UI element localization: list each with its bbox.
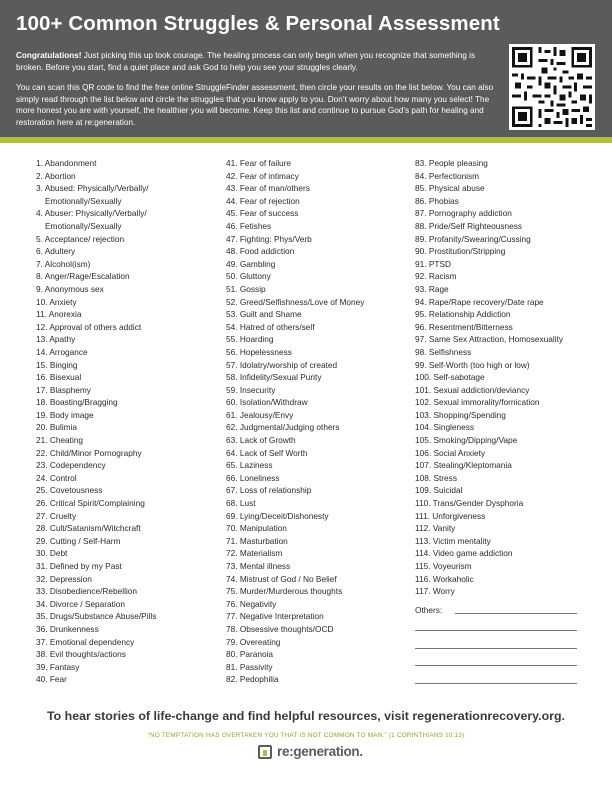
logo-wordmark: re:generation. — [277, 744, 363, 759]
struggle-item-label: 50. Gluttony — [226, 271, 271, 282]
struggle-item[interactable] — [415, 535, 600, 548]
struggle-item[interactable] — [36, 270, 221, 283]
struggle-item[interactable] — [226, 472, 411, 485]
struggle-item-label: 106. Social Anxiety — [415, 447, 486, 458]
struggle-item[interactable] — [226, 648, 411, 661]
struggle-item[interactable] — [226, 333, 411, 346]
struggle-item[interactable] — [226, 661, 411, 674]
struggle-item-label: 107. Stealing/Kleptomania — [415, 460, 512, 471]
struggle-item[interactable] — [36, 207, 221, 232]
intro-paragraph-2: You can scan this QR code to find the free online StruggleFinder assessment, then circle your results on the list below. You can also simply read through the list below and circle the struggles that you know apply to you. Don’t worry about how many you select! The more honest you are with yourself, the healthier you will become. Keep this list and continue to pursue God’s path for healing and restoration here at re:generation. — [16, 83, 494, 127]
struggle-item[interactable] — [415, 585, 600, 598]
struggle-item[interactable] — [415, 346, 600, 359]
struggle-item[interactable] — [415, 321, 600, 334]
struggle-item[interactable] — [226, 573, 411, 586]
struggle-item-label: 19. Body image — [36, 409, 94, 420]
struggle-item-label: 61. Jealousy/Envy — [226, 409, 294, 420]
footer-verse: “NO TEMPTATION HAS OVERTAKEN YOU THAT IS NOT COMMON TO MAN.” (1 CORINTHIANS 10:13) — [147, 732, 465, 739]
struggle-item[interactable] — [226, 447, 411, 460]
struggle-item-label: 8. Anger/Rage/Escalation — [36, 271, 130, 282]
struggle-item-label: 75. Murder/Murderous thoughts — [226, 586, 343, 597]
struggle-item-label: 82. Pedophilia — [226, 674, 279, 685]
struggle-item[interactable] — [36, 321, 221, 334]
struggle-item[interactable] — [226, 636, 411, 649]
struggle-item[interactable] — [36, 610, 221, 623]
struggle-item[interactable] — [415, 233, 600, 246]
struggle-item-label: 12. Approval of others addict — [36, 321, 142, 332]
struggle-item-label: 69. Lying/Deceit/Dishonesty — [226, 510, 329, 521]
struggle-item-label: 86. Phobias — [415, 195, 459, 206]
struggle-item[interactable] — [415, 510, 600, 523]
struggle-item[interactable] — [415, 409, 600, 422]
struggle-item-label: 93. Rage — [415, 283, 449, 294]
struggle-item-label: 97. Same Sex Attraction, Homosexuality — [415, 334, 564, 345]
struggle-item-label: 1. Abandonment — [36, 158, 97, 168]
struggle-item-label: 34. Divorce / Separation — [36, 598, 126, 609]
struggle-item[interactable] — [226, 359, 411, 372]
qr-code-icon[interactable] — [509, 44, 595, 130]
struggle-item-label: 46. Fetishes — [226, 220, 272, 231]
struggle-item-label: 78. Obsessive thoughts/OCD — [226, 623, 334, 634]
struggle-item[interactable] — [36, 560, 221, 573]
struggle-item[interactable] — [36, 510, 221, 523]
struggle-item-label: 74. Mistrust of God / No Belief — [226, 573, 337, 584]
others-write-line[interactable] — [455, 613, 577, 614]
struggle-item[interactable] — [226, 321, 411, 334]
struggle-item[interactable] — [415, 283, 600, 296]
struggle-item-label: 105. Smoking/Dipping/Vape — [415, 435, 518, 446]
struggle-item-label: 87. Pornography addiction — [415, 208, 512, 219]
struggle-item-label: 114. Video game addiction — [415, 548, 513, 559]
struggle-item-label: 85. Physical abuse — [415, 183, 485, 194]
struggle-item[interactable] — [36, 170, 221, 183]
struggle-item-label: 20. Bulimia — [36, 422, 78, 433]
struggle-item[interactable] — [36, 421, 221, 434]
struggle-item[interactable] — [415, 472, 600, 485]
struggle-item[interactable] — [226, 585, 411, 598]
struggle-item-label: 6. Adultery — [36, 246, 76, 257]
struggle-item-label: 90. Prostitution/Stripping — [415, 246, 506, 257]
others-write-line[interactable] — [415, 665, 577, 666]
struggle-item[interactable] — [36, 447, 221, 460]
struggle-item[interactable] — [36, 484, 221, 497]
struggle-item[interactable] — [415, 207, 600, 220]
struggle-item-label: 62. Judgmental/Judging others — [226, 422, 340, 433]
struggle-item[interactable] — [415, 270, 600, 283]
struggle-item-label: 113. Victim mentality — [415, 535, 491, 546]
struggle-item-label: 81. Passivity — [226, 661, 273, 672]
struggle-item-label: 88. Pride/Self Righteousness — [415, 220, 523, 231]
struggle-item-label: 23. Codependency — [36, 460, 106, 471]
struggle-item-label: 14. Arrogance — [36, 346, 88, 357]
struggle-item[interactable] — [415, 170, 600, 183]
struggle-item[interactable] — [36, 258, 221, 271]
struggle-item-label: 38. Evil thoughts/actions — [36, 649, 126, 660]
struggle-item[interactable] — [226, 535, 411, 548]
struggle-item-label: 16. Bisexual — [36, 372, 82, 383]
regeneration-logo-icon — [258, 745, 272, 759]
struggle-item[interactable] — [226, 396, 411, 409]
struggle-item[interactable] — [226, 207, 411, 220]
struggle-item-label: 116. Workaholic — [415, 573, 474, 584]
struggle-item-label: 3. Abused: Physically/Verbally/ — [36, 183, 149, 194]
struggle-item-label: 53. Guilt and Shame — [226, 309, 302, 320]
struggle-item-label: 4. Abuser: Physically/Verbally/ — [36, 208, 147, 219]
struggle-item-label: 94. Rape/Rape recovery/Date rape — [415, 296, 544, 307]
struggle-item-label: 36. Drunkenness — [36, 623, 99, 634]
struggle-item-label: 91. PTSD — [415, 258, 451, 269]
struggle-item-label: 42. Fear of intimacy — [226, 170, 299, 181]
struggle-item[interactable] — [415, 459, 600, 472]
struggle-item[interactable] — [36, 245, 221, 258]
struggle-item[interactable] — [36, 623, 221, 636]
struggle-item[interactable] — [226, 283, 411, 296]
others-write-line[interactable] — [415, 683, 577, 684]
struggle-item[interactable] — [36, 497, 221, 510]
struggle-item[interactable] — [415, 484, 600, 497]
struggle-item-label: 49. Gambling — [226, 258, 276, 269]
struggle-item-label: 66. Loneliness — [226, 472, 280, 483]
struggle-item-label: 103. Shopping/Spending — [415, 409, 506, 420]
struggle-item-label: 84. Perfectionism — [415, 170, 480, 181]
struggle-item-label: 59. Insecurity — [226, 384, 276, 395]
struggle-item-label: 26. Critical Spirit/Complaining — [36, 498, 145, 509]
struggle-item-label: 102. Sexual immorality/fornication — [415, 397, 540, 408]
struggle-item-label: 70. Manipulation — [226, 523, 287, 534]
struggle-item[interactable] — [36, 296, 221, 309]
struggle-item[interactable] — [415, 245, 600, 258]
struggle-item-label: 110. Trans/Gender Dysphoria — [415, 498, 524, 509]
struggle-item[interactable] — [36, 182, 221, 207]
struggle-item[interactable] — [226, 497, 411, 510]
struggle-item[interactable] — [36, 308, 221, 321]
struggle-item-label: 22. Child/Minor Pornography — [36, 447, 142, 458]
struggle-item[interactable] — [36, 648, 221, 661]
struggle-item[interactable] — [415, 371, 600, 384]
struggle-item[interactable] — [226, 421, 411, 434]
struggle-item-label: 60. Isolation/Withdraw — [226, 397, 308, 408]
struggle-item[interactable] — [415, 220, 600, 233]
struggle-item[interactable] — [226, 195, 411, 208]
struggle-item-label: 101. Sexual addiction/deviancy — [415, 384, 530, 395]
struggle-item-label: 65. Laziness — [226, 460, 273, 471]
struggle-item-label: 64. Lack of Self Worth — [226, 447, 308, 458]
struggle-item-label: 77. Negative Interpretation — [226, 611, 324, 622]
struggle-item[interactable] — [36, 459, 221, 472]
struggle-item-label: 43. Fear of man/others — [226, 183, 310, 194]
struggle-item[interactable] — [226, 308, 411, 321]
struggle-item-label: 92. Racism — [415, 271, 457, 282]
struggle-item[interactable] — [415, 333, 600, 346]
struggle-item[interactable] — [36, 573, 221, 586]
struggle-item[interactable] — [415, 157, 600, 170]
struggle-item-label-continued: Emotionally/Sexually — [45, 195, 122, 206]
struggle-item-label: 99. Self-Worth (too high or low) — [415, 359, 530, 370]
struggle-item[interactable] — [226, 459, 411, 472]
struggle-item-label: 45. Fear of success — [226, 208, 299, 219]
struggle-item[interactable] — [226, 409, 411, 422]
struggle-item[interactable] — [36, 157, 221, 170]
struggle-item-label: 31. Defined by my Past — [36, 561, 122, 571]
others-write-line[interactable] — [415, 648, 577, 649]
struggle-item-label: 72. Materialism — [226, 548, 283, 559]
struggle-column-3 — [415, 157, 600, 598]
struggle-item[interactable] — [226, 220, 411, 233]
struggle-item-label: 95. Relationship Addiction — [415, 309, 511, 320]
struggle-item-label: 89. Profanity/Swearing/Cussing — [415, 233, 531, 244]
struggle-item-label: 115. Voyeurism — [415, 561, 472, 571]
struggle-item-label: 67. Loss of relationship — [226, 485, 312, 496]
struggle-item-label: 39. Fantasy — [36, 661, 80, 672]
struggle-item-label: 58. Infidelity/Sexual Purity — [226, 372, 322, 383]
struggle-item-label: 18. Boasting/Bragging — [36, 397, 118, 408]
struggle-item-label: 11. Anorexia — [36, 309, 82, 320]
struggle-item[interactable] — [415, 522, 600, 535]
struggle-item-label: 28. Cult/Satanism/Witchcraft — [36, 523, 141, 534]
struggle-item-label: 25. Covetousness — [36, 485, 103, 496]
struggle-item-label: 40. Fear — [36, 674, 67, 685]
struggle-item-label: 109. Suicidal — [415, 485, 463, 496]
struggle-item[interactable] — [415, 421, 600, 434]
struggle-item-label: 54. Hatred of others/self — [226, 321, 315, 332]
struggle-item[interactable] — [226, 560, 411, 573]
struggle-item-label-continued: Emotionally/Sexually — [45, 220, 122, 231]
struggle-item[interactable] — [36, 535, 221, 548]
struggle-item[interactable] — [415, 182, 600, 195]
struggle-item-label: 76. Negativity — [226, 598, 277, 609]
struggle-item-label: 32. Depression — [36, 573, 92, 584]
accent-divider — [0, 137, 612, 143]
struggle-item[interactable] — [415, 258, 600, 271]
struggle-item[interactable] — [36, 434, 221, 447]
struggle-item-label: 108. Stress — [415, 472, 457, 483]
struggle-item-label: 57. Idolatry/worship of created — [226, 359, 338, 370]
struggle-item[interactable] — [36, 233, 221, 246]
struggle-item[interactable] — [415, 547, 600, 560]
struggle-item[interactable] — [226, 170, 411, 183]
struggle-item[interactable] — [36, 522, 221, 535]
struggle-item[interactable] — [226, 547, 411, 560]
struggle-item[interactable] — [36, 636, 221, 649]
struggle-item-label: 111. Unforgiveness — [415, 510, 486, 521]
struggle-item[interactable] — [226, 384, 411, 397]
struggle-item[interactable] — [36, 598, 221, 611]
struggle-item[interactable] — [36, 359, 221, 372]
struggle-item[interactable] — [415, 396, 600, 409]
struggle-item[interactable] — [36, 333, 221, 346]
struggle-column-1 — [36, 157, 221, 686]
struggle-item[interactable] — [36, 384, 221, 397]
struggle-item-label: 44. Fear of rejection — [226, 195, 300, 206]
struggle-item-label: 51. Gossip — [226, 283, 266, 294]
struggle-item-label: 68. Lust — [226, 498, 256, 509]
struggle-column-2 — [226, 157, 411, 686]
struggle-item-label: 63. Lack of Growth — [226, 435, 296, 446]
footer-resources-text: To hear stories of life-change and find helpful resources, visit regenerationrecovery.org. — [46, 709, 565, 723]
struggle-item-label: 7. Alcohol(ism) — [36, 258, 91, 269]
struggle-item[interactable] — [226, 258, 411, 271]
struggle-item-label: 48. Food addiction — [226, 246, 295, 257]
struggle-item[interactable] — [415, 195, 600, 208]
struggle-item[interactable] — [226, 233, 411, 246]
struggle-item[interactable] — [226, 522, 411, 535]
struggle-item[interactable] — [36, 585, 221, 598]
struggle-item-label: 71. Masturbation — [226, 535, 288, 546]
struggle-item-label: 47. Fighting: Phys/Verb — [226, 233, 312, 244]
struggle-item-label: 21. Cheating — [36, 435, 84, 446]
struggle-item[interactable] — [36, 661, 221, 674]
struggle-item[interactable] — [415, 296, 600, 309]
struggle-item-label: 80. Paranoia — [226, 649, 274, 660]
others-label: Others: — [415, 605, 443, 615]
struggle-item-label: 9. Anonymous sex — [36, 283, 104, 294]
struggle-item-label: 79. Overeating — [226, 636, 281, 647]
header-banner — [0, 0, 612, 137]
struggle-item-label: 24. Control — [36, 472, 77, 483]
struggle-item-label: 98. Selfishness — [415, 346, 472, 357]
struggle-item[interactable] — [36, 472, 221, 485]
struggle-item[interactable] — [415, 497, 600, 510]
struggle-item[interactable] — [226, 245, 411, 258]
struggle-item-label: 117. Worry — [415, 586, 455, 597]
struggle-item-label: 73. Mental illness — [226, 561, 291, 571]
struggle-item[interactable] — [415, 308, 600, 321]
struggle-item[interactable] — [415, 447, 600, 460]
struggle-item[interactable] — [226, 296, 411, 309]
struggle-item[interactable] — [226, 510, 411, 523]
struggle-item[interactable] — [415, 359, 600, 372]
struggle-item[interactable] — [226, 484, 411, 497]
struggle-item[interactable] — [415, 560, 600, 573]
struggle-item[interactable] — [226, 673, 411, 686]
intro-paragraph-1-text: Just picking this up took courage. The healing process can only begin when you recognize that something is broken. Before you start, find a quiet place and ask God to help you see your struggles clearly. — [16, 51, 476, 72]
intro-paragraph-1 — [16, 50, 496, 73]
page-title: 100+ Common Struggles & Personal Assessment — [16, 12, 500, 35]
struggle-item-label: 5. Acceptance/ rejection — [36, 233, 125, 244]
struggle-item-label: 13. Apathy — [36, 334, 76, 345]
struggle-item-label: 52. Greed/Selfishness/Love of Money — [226, 296, 365, 307]
struggle-item[interactable] — [226, 434, 411, 447]
struggle-item-label: 35. Drugs/Substance Abuse/Pills — [36, 611, 157, 622]
struggle-item[interactable] — [226, 182, 411, 195]
struggle-item-label: 83. People pleasing — [415, 158, 488, 168]
others-write-line[interactable] — [415, 630, 577, 631]
struggle-item[interactable] — [226, 623, 411, 636]
struggle-item[interactable] — [415, 434, 600, 447]
struggle-item-label: 15. Binging — [36, 359, 78, 370]
struggle-item-label: 96. Resentment/Bitterness — [415, 321, 513, 332]
struggle-item[interactable] — [36, 371, 221, 384]
struggle-item[interactable] — [36, 673, 221, 686]
struggle-item-label: 10. Anxiety — [36, 296, 77, 307]
struggle-item-label: 27. Cruelty — [36, 510, 77, 521]
struggle-item-label: 30. Debt — [36, 548, 68, 559]
struggle-item-label: 17. Blasphemy — [36, 384, 91, 395]
struggle-item-label: 55. Hoarding — [226, 334, 274, 345]
struggle-item[interactable] — [226, 346, 411, 359]
struggle-item[interactable] — [226, 598, 411, 611]
struggle-item[interactable] — [36, 283, 221, 296]
struggle-item-label: 56. Hopelessness — [226, 346, 292, 357]
struggle-item[interactable] — [415, 384, 600, 397]
struggle-item-label: 2. Abortion — [36, 170, 76, 181]
intro-congrats: Congratulations! — [16, 51, 82, 60]
struggle-item[interactable] — [226, 371, 411, 384]
struggle-item-label: 33. Disobedience/Rebellion — [36, 586, 138, 597]
struggle-item-label: 29. Cutting / Self-Harm — [36, 535, 121, 546]
struggle-item[interactable] — [226, 270, 411, 283]
struggle-item[interactable] — [226, 610, 411, 623]
struggle-item-label: 112. Vanity — [415, 523, 456, 534]
struggle-item[interactable] — [36, 346, 221, 359]
struggle-item[interactable] — [415, 573, 600, 586]
struggle-item-label: 37. Emotional dependency — [36, 636, 135, 647]
struggle-item[interactable] — [36, 547, 221, 560]
intro-text — [16, 50, 496, 137]
struggle-item-label: 104. Singleness — [415, 422, 475, 433]
struggle-item[interactable] — [226, 157, 411, 170]
struggle-item[interactable] — [36, 409, 221, 422]
struggle-item[interactable] — [36, 396, 221, 409]
struggle-item-label: 41. Fear of failure — [226, 158, 292, 168]
struggle-item-label: 100. Self-sabotage — [415, 372, 485, 383]
